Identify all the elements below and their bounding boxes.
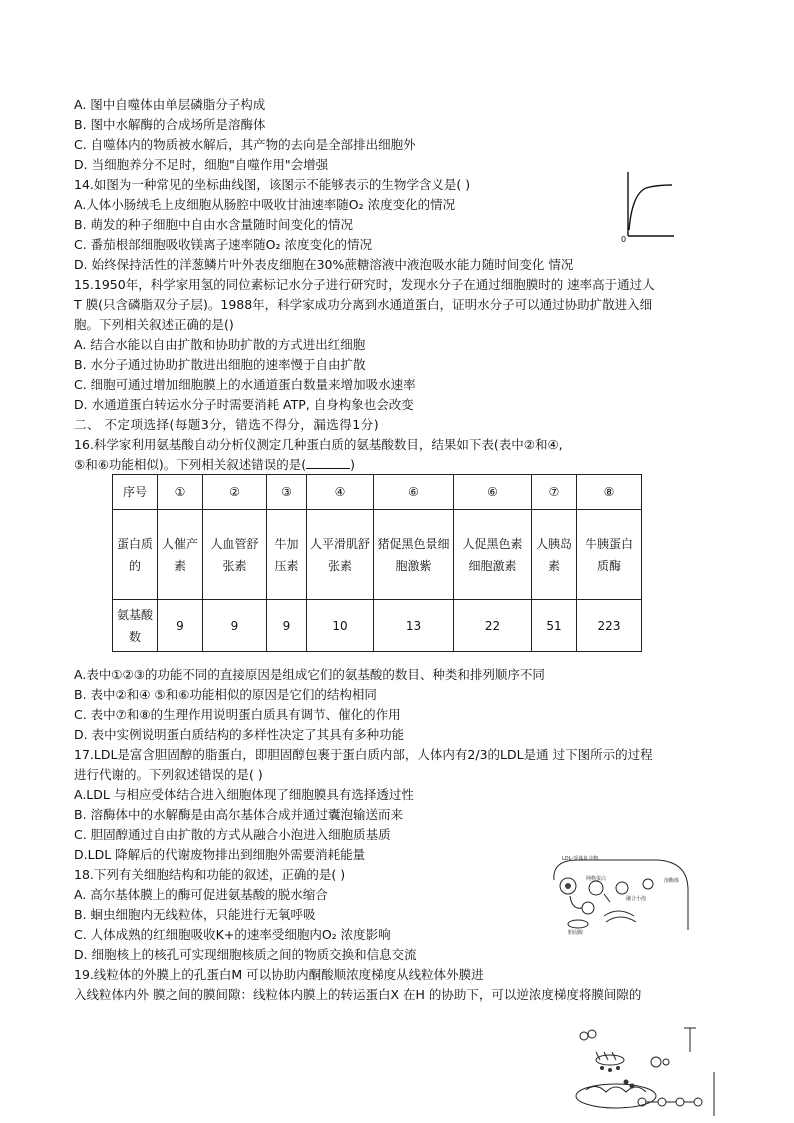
q13-option-a: A. 图中自噬体由单层磷脂分子构成 — [74, 97, 266, 112]
protein-cell: 牛胰蛋白质酶 — [577, 510, 642, 600]
amino-acid-cell: 10 — [307, 600, 374, 652]
protein-cell: 牛加压素 — [267, 510, 307, 600]
protein-cell: 人胰岛素 — [532, 510, 577, 600]
q13-option-d: D. 当细胞养分不足时，细胞"自噬作用"会增强 — [74, 157, 329, 172]
cholesterol-label: 胆固醇 — [568, 930, 584, 936]
q18-option-a: A. 高尔基体膜上的酶可促进氨基酸的脱水缩合 — [74, 887, 328, 902]
number-cell: ⑥ — [374, 475, 454, 510]
amino-acid-cell: 9 — [158, 600, 203, 652]
section-2-header: 二、 不定项选择(每题3分，错选不得分，漏选得1分) — [74, 417, 380, 432]
q14-option-a: A.人体小肠绒毛上皮细胞从肠腔中吸收甘油速率随O₂ 浓度变化的情况 — [74, 197, 456, 212]
protein-cell: 人平滑肌舒张素 — [307, 510, 374, 600]
table-row-amino-acids — [113, 600, 642, 652]
q16-stem-line1: 16.科学家利用氨基酸自动分析仪测定几种蛋白质的氨基酸数目，结果如下表(表中②和④, — [74, 437, 563, 452]
ldl-receptor-label: LDL-受体复合物 — [562, 856, 599, 862]
q18-stem: 18.下列有关细胞结构和功能的叙述，正确的是( ) — [74, 867, 346, 882]
q13-option-b: B. 图中水解酶的合成场所是溶酶体 — [74, 117, 266, 132]
amino-acid-cell: 51 — [532, 600, 577, 652]
q17-stem-line1: 17.LDL是富含胆固醇的脂蛋白，即胆固醇包裹于蛋白质内部，人体内有2/3的LDL是通 过下图所示的过程 — [74, 747, 653, 762]
q19-stem-line1: 19.线粒体的外膜上的孔蛋白M 可以协助内酮酸顺浓度梯度从线粒体外膜进 — [74, 967, 484, 982]
number-cell: ② — [203, 475, 267, 510]
q15-option-c: C. 细胞可通过增加细胞膜上的水通道蛋白数量来增加吸水速率 — [74, 377, 416, 392]
q17-option-d: D.LDL 降解后的代谢废物排出到细胞外需要消耗能量 — [74, 847, 366, 862]
q16-stem-close: ) — [350, 457, 356, 472]
number-cell: ④ — [307, 475, 374, 510]
row-label-protein: 蛋白质的 — [113, 510, 158, 600]
number-cell: ① — [158, 475, 203, 510]
clathrin-label: 网格蛋白 — [586, 876, 607, 882]
q14-stem: 14.如图为一种常见的坐标曲线图，该图示不能够表示的生物学含义是( ) — [74, 177, 471, 192]
answer-blank — [306, 456, 350, 469]
q14-option-c: C. 番茄根部细胞吸收镁离子速率随O₂ 浓度变化的情况 — [74, 237, 372, 252]
amino-acid-table — [112, 474, 642, 652]
table-row-proteins — [113, 510, 642, 600]
ldl-metabolism-figure — [548, 850, 696, 936]
q17-option-b: B. 溶酶体中的水解酶是由高尔基体合成并通过囊泡输送而来 — [74, 807, 404, 822]
q14-option-d: D. 始终保持活性的洋葱鳞片叶外表皮细胞在30%蔗糖溶液中液泡吸水能力随时间变化 情况 — [74, 257, 574, 272]
q15-option-d: D. 水通道蛋白转运水分子时需要消耗 ATP, 自身构象也会改变 — [74, 397, 414, 412]
q15-option-a: A. 结合水能以自由扩散和协助扩散的方式进出红细胞 — [74, 337, 366, 352]
protein-cell: 人催产素 — [158, 510, 203, 600]
number-cell: ⑧ — [577, 475, 642, 510]
q18-option-d: D. 细胞核上的核孔可实现细胞核质之间的物质交换和信息交流 — [74, 947, 417, 962]
q19-stem-line2: 入线粒体内外 膜之间的膜间隙：线粒体内膜上的转运蛋白X 在H 的协助下，可以逆浓度梯度将膜间隙的 — [74, 987, 642, 1002]
q14-graph-origin: 0 — [621, 235, 627, 244]
q15-option-b: B. 水分子通过协助扩散进出细胞的速率慢于自由扩散 — [74, 357, 366, 372]
number-cell: ⑦ — [532, 475, 577, 510]
q14-curve-graph — [616, 168, 676, 244]
q17-stem-line2: 进行代谢的。下列叙述错误的是( ) — [74, 767, 263, 782]
table-row-numbers — [113, 475, 642, 510]
q17-option-c: C. 胆固醇通过自由扩散的方式从融合小泡进入细胞质基质 — [74, 827, 391, 842]
amino-acid-cell: 22 — [454, 600, 532, 652]
q16-option-b: B. 表中②和④ ⑤和⑥功能相似的原因是它们的结构相同 — [74, 687, 377, 702]
amino-acid-cell: 13 — [374, 600, 454, 652]
q16-stem-text: ⑤和⑥功能相似)。下列相关叙述错误的是( — [74, 457, 307, 472]
mitochondria-transport-figure — [566, 1022, 722, 1118]
amino-acid-cell: 9 — [203, 600, 267, 652]
q16-option-c: C. 表中⑦和⑧的生理作用说明蛋白质具有调节、催化的作用 — [74, 707, 401, 722]
q16-stem-line2 — [74, 456, 355, 474]
row-label-amino-acid: 氨基酸数 — [113, 600, 158, 652]
q15-stem-line1: 15.1950年，科学家用氢的同位素标记水分子进行研究时，发现水分子在通过细胞膜时的 速率高于通过人 — [74, 277, 655, 292]
protein-cell: 人血管舒张素 — [203, 510, 267, 600]
q13-option-c: C. 自噬体内的物质被水解后，其产物的去向是全部排出细胞外 — [74, 137, 416, 152]
row-label-number: 序号 — [113, 475, 158, 510]
q16-option-d: D. 表中实例说明蛋白质结构的多样性决定了其具有多种功能 — [74, 727, 405, 742]
amino-acid-cell: 223 — [577, 600, 642, 652]
q18-option-b: B. 蛔虫细胞内无线粒体，只能进行无氧呼吸 — [74, 907, 316, 922]
protein-cell: 猪促黑色景细胞激紫 — [374, 510, 454, 600]
q16-option-a: A.表中①②③的功能不同的直接原因是组成它们的氨基酸的数目、种类和排列顺序不同 — [74, 667, 545, 682]
q17-option-a: A.LDL 与相应受体结合进入细胞体现了细胞膜具有选择透过性 — [74, 787, 414, 802]
q15-stem-line3: 胞。下列相关叙述正确的是() — [74, 317, 234, 332]
lysosome-label: 溶酶体 — [664, 878, 680, 884]
number-cell: ③ — [267, 475, 307, 510]
amino-acid-cell: 9 — [267, 600, 307, 652]
fusion-vesicle-label: 融合小泡 — [626, 896, 647, 902]
q14-option-b: B. 萌发的种子细胞中自由水含量随时间变化的情况 — [74, 217, 354, 232]
number-cell: ⑥ — [454, 475, 532, 510]
q18-option-c: C. 人体成熟的红细胞吸收K+的速率受细胞内O₂ 浓度影响 — [74, 927, 391, 942]
q15-stem-line2: T 膜(只含磷脂双分子层)。1988年，科学家成功分离到水通道蛋白，证明水分子可以通过协助扩散进入细 — [74, 297, 653, 312]
protein-cell: 人促黑色素细胞激素 — [454, 510, 532, 600]
